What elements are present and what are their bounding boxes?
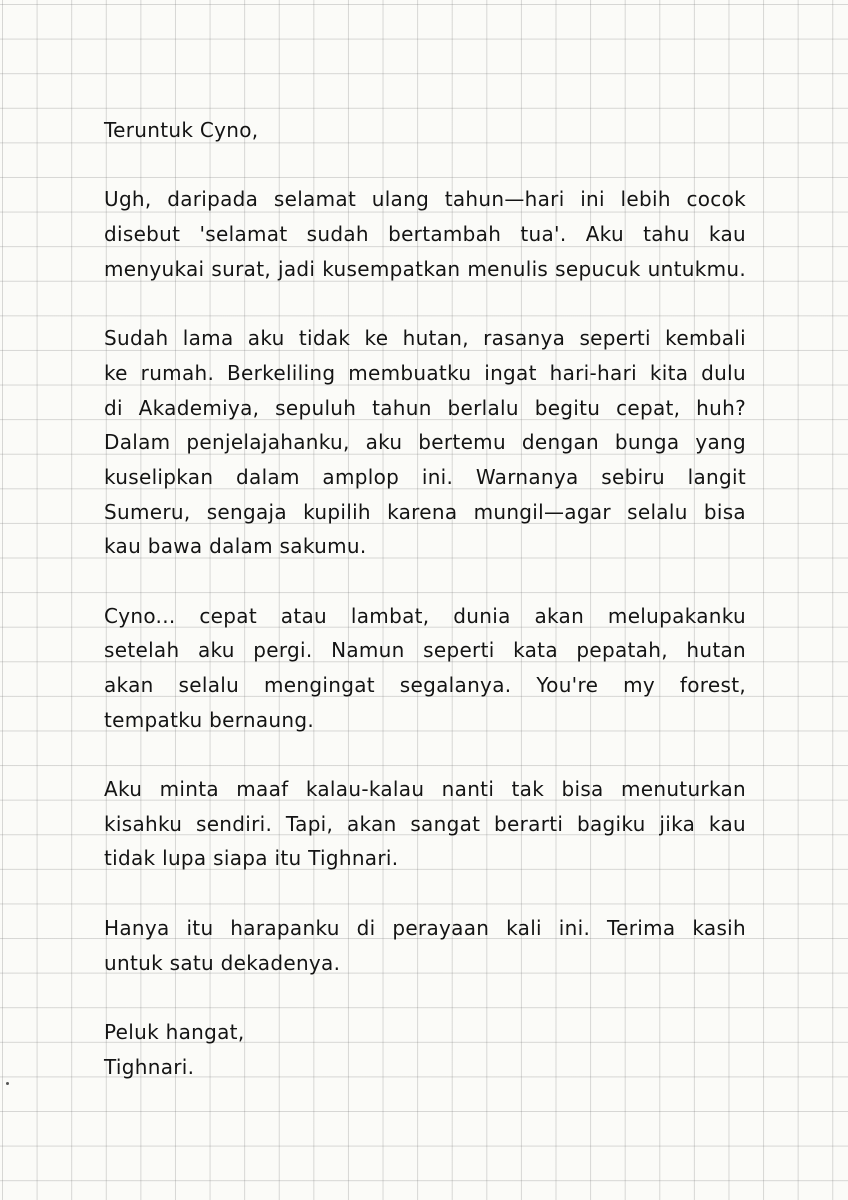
- letter-line: di Akademiya, sepuluh tahun berlalu begitu cepat, huh?: [104, 395, 746, 420]
- letter-signature: Tighnari.: [104, 1054, 195, 1079]
- letter-line: setelah aku pergi. Namun seperti kata pepatah, hutan: [104, 638, 746, 663]
- letter-line: menyukai surat, jadi kusempatkan menulis sepucuk untukmu.: [104, 256, 746, 281]
- paragraph-remember: [104, 599, 746, 738]
- letter-line: Sudah lama aku tidak ke hutan, rasanya seperti kembali: [104, 326, 746, 351]
- letter-line: tempatku bernaung.: [104, 707, 315, 732]
- letter-line: untuk satu dekadenya.: [104, 950, 341, 975]
- paragraph-birthday: [104, 182, 746, 286]
- paragraph-gap: [104, 737, 746, 772]
- paragraph-gap: [104, 148, 746, 183]
- paragraph-gap: [104, 564, 746, 599]
- letter-greeting: Teruntuk Cyno,: [104, 118, 259, 142]
- letter-closing: Peluk hangat,: [104, 1019, 245, 1044]
- letter-line: akan selalu mengingat segalanya. You're my forest,: [104, 673, 746, 697]
- paragraph-forest: [104, 321, 746, 564]
- letter-line: Cyno... cepat atau lambat, dunia akan melupakanku: [104, 603, 746, 628]
- paragraph-gap: [104, 286, 746, 321]
- letter-line: disebut 'selamat sudah bertambah tua'. Aku tahu kau: [104, 222, 746, 247]
- letter-line: ke rumah. Berkeliling membuatku ingat hari-hari kita dulu: [104, 360, 746, 385]
- paragraph-gap: [104, 980, 746, 1015]
- letter-line: Hanya itu harapanku di perayaan kali ini. Terima kasih: [104, 915, 746, 940]
- letter-body: [104, 113, 746, 1084]
- letter-line: tidak lupa siapa itu Tighnari.: [104, 846, 399, 871]
- letter-line: Sumeru, sengaja kupilih karena mungil—agar selalu bisa: [104, 499, 746, 524]
- letter-line: Dalam penjelajahanku, aku bertemu dengan bunga yang: [104, 430, 746, 455]
- paper-speck: [6, 1082, 9, 1085]
- letter-line: kisahku sendiri. Tapi, akan sangat berarti bagiku jika kau: [104, 811, 746, 836]
- letter-line: Ugh, daripada selamat ulang tahun—hari ini lebih cocok: [104, 187, 746, 212]
- letter-line: Aku minta maaf kalau-kalau nanti tak bisa menuturkan: [104, 777, 746, 802]
- letter-line: kau bawa dalam sakumu.: [104, 534, 367, 559]
- letter-line: kuselipkan dalam amplop ini. Warnanya sebiru langit: [104, 464, 746, 489]
- paragraph-wish: [104, 911, 746, 980]
- paragraph-apology: [104, 772, 746, 876]
- paragraph-gap: [104, 876, 746, 911]
